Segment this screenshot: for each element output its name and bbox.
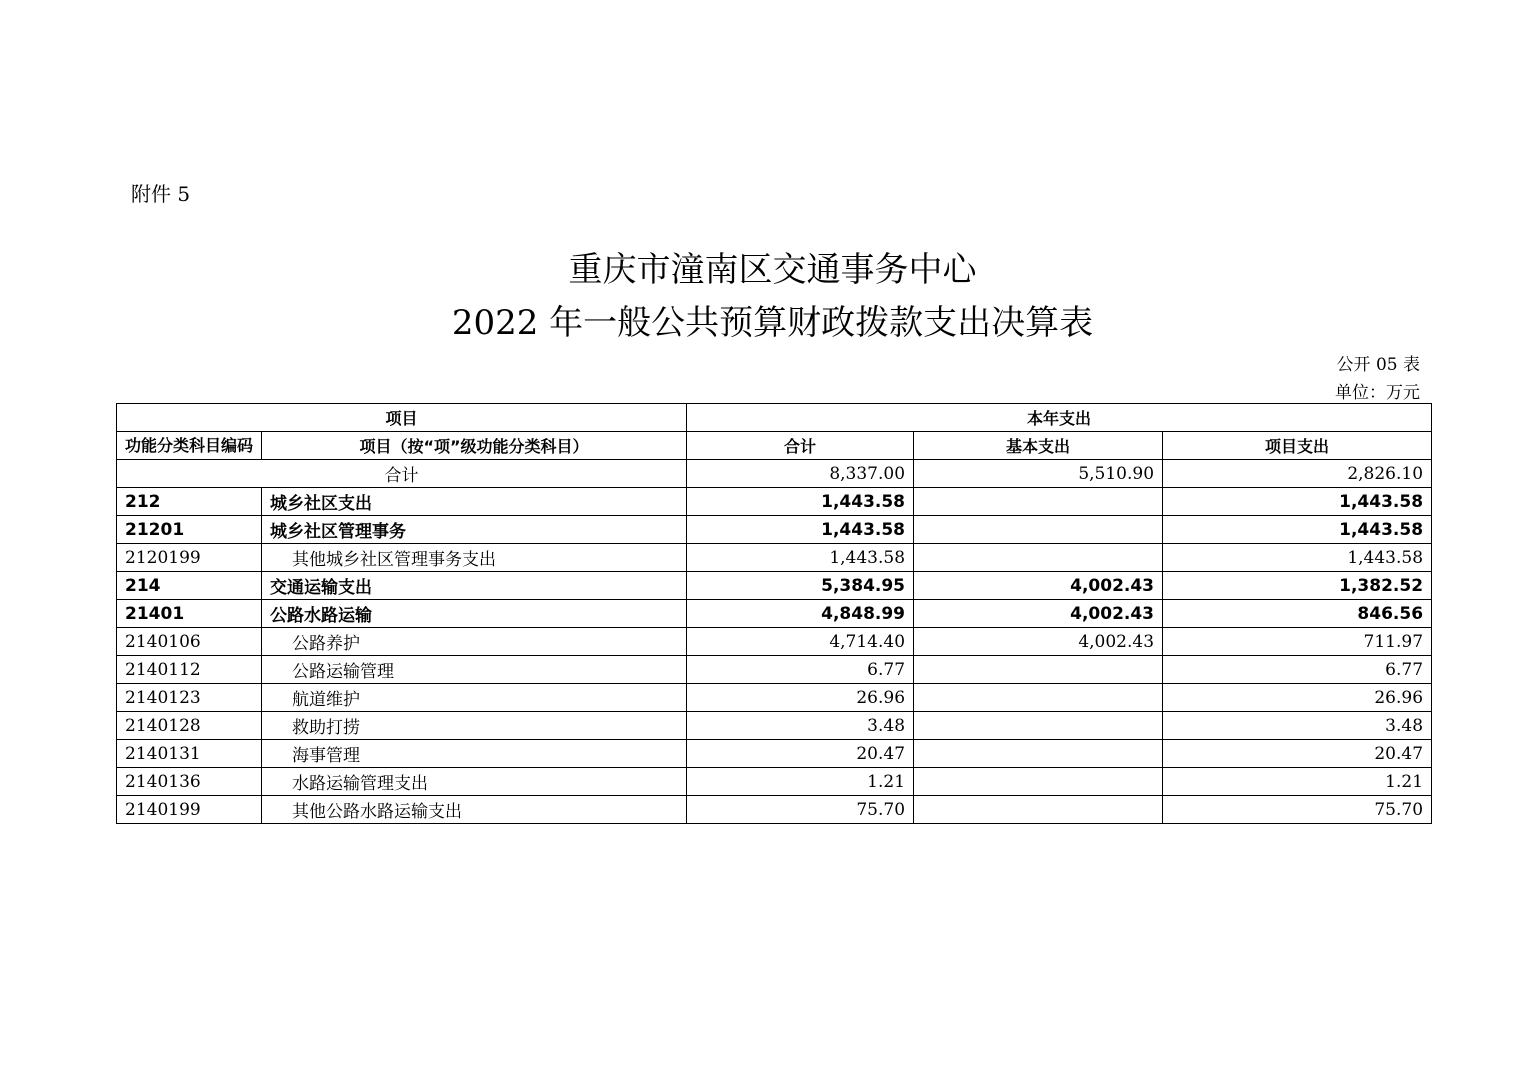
row-basic — [914, 656, 1163, 684]
row-name: 救助打捞 — [262, 712, 687, 740]
header-row-1 — [117, 404, 1432, 432]
row-code: 2140136 — [117, 768, 262, 796]
header-total: 合计 — [687, 432, 914, 460]
header-project-expense: 项目支出 — [1163, 432, 1432, 460]
row-basic: 4,002.43 — [914, 628, 1163, 656]
table-row — [117, 544, 1432, 572]
row-project: 20.47 — [1163, 740, 1432, 768]
row-name: 公路运输管理 — [262, 656, 687, 684]
row-total: 1,443.58 — [687, 544, 914, 572]
budget-table — [116, 403, 1432, 824]
row-project: 846.56 — [1163, 600, 1432, 628]
row-project: 1,443.58 — [1163, 488, 1432, 516]
row-project: 75.70 — [1163, 796, 1432, 824]
row-name: 其他城乡社区管理事务支出 — [262, 544, 687, 572]
row-total: 26.96 — [687, 684, 914, 712]
row-code: 2120199 — [117, 544, 262, 572]
table-row — [117, 628, 1432, 656]
total-basic: 5,510.90 — [914, 460, 1163, 488]
row-project: 1,382.52 — [1163, 572, 1432, 600]
row-code: 2140199 — [117, 796, 262, 824]
row-code: 2140131 — [117, 740, 262, 768]
header-item: 项目（按“项”级功能分类科目） — [262, 432, 687, 460]
row-name: 城乡社区支出 — [262, 488, 687, 516]
row-name: 公路养护 — [262, 628, 687, 656]
attachment-label: 附件 5 — [131, 182, 191, 206]
row-total: 20.47 — [687, 740, 914, 768]
total-row — [117, 460, 1432, 488]
row-total: 5,384.95 — [687, 572, 914, 600]
table-row — [117, 600, 1432, 628]
row-code: 21401 — [117, 600, 262, 628]
table-row — [117, 572, 1432, 600]
table-code: 公开 05 表 — [1336, 355, 1420, 375]
row-name: 城乡社区管理事务 — [262, 516, 687, 544]
table-row — [117, 712, 1432, 740]
row-total: 1.21 — [687, 768, 914, 796]
page-subtitle: 2022 年一般公共预算财政拨款支出决算表 — [451, 303, 1094, 343]
table-row — [117, 516, 1432, 544]
row-total: 1,443.58 — [687, 488, 914, 516]
row-total: 3.48 — [687, 712, 914, 740]
header-row-2 — [117, 432, 1432, 460]
row-code: 2140112 — [117, 656, 262, 684]
row-total: 4,848.99 — [687, 600, 914, 628]
row-basic — [914, 768, 1163, 796]
table-row — [117, 768, 1432, 796]
row-code: 2140128 — [117, 712, 262, 740]
row-basic: 4,002.43 — [914, 572, 1163, 600]
row-code: 2140123 — [117, 684, 262, 712]
unit-label: 单位：万元 — [1335, 383, 1420, 403]
row-basic — [914, 544, 1163, 572]
row-project: 26.96 — [1163, 684, 1432, 712]
row-total: 4,714.40 — [687, 628, 914, 656]
row-total: 75.70 — [687, 796, 914, 824]
row-name: 公路水路运输 — [262, 600, 687, 628]
table-row — [117, 796, 1432, 824]
row-basic: 4,002.43 — [914, 600, 1163, 628]
row-code: 214 — [117, 572, 262, 600]
row-basic — [914, 516, 1163, 544]
row-project: 1,443.58 — [1163, 544, 1432, 572]
row-name: 其他公路水路运输支出 — [262, 796, 687, 824]
table-row — [117, 684, 1432, 712]
row-project: 1,443.58 — [1163, 516, 1432, 544]
row-project: 711.97 — [1163, 628, 1432, 656]
row-basic — [914, 712, 1163, 740]
row-code: 2140106 — [117, 628, 262, 656]
row-basic — [914, 796, 1163, 824]
header-code: 功能分类科目编码 — [117, 432, 262, 460]
row-name: 海事管理 — [262, 740, 687, 768]
row-project: 1.21 — [1163, 768, 1432, 796]
row-name: 航道维护 — [262, 684, 687, 712]
row-basic — [914, 488, 1163, 516]
row-basic — [914, 684, 1163, 712]
page-title: 重庆市潼南区交通事务中心 — [568, 250, 977, 290]
row-name: 交通运输支出 — [262, 572, 687, 600]
header-project: 项目 — [117, 404, 687, 432]
header-current-year: 本年支出 — [687, 404, 1432, 432]
table-row — [117, 656, 1432, 684]
table-row — [117, 488, 1432, 516]
header-basic: 基本支出 — [914, 432, 1163, 460]
row-total: 6.77 — [687, 656, 914, 684]
total-project: 2,826.10 — [1163, 460, 1432, 488]
row-name: 水路运输管理支出 — [262, 768, 687, 796]
total-total: 8,337.00 — [687, 460, 914, 488]
row-basic — [914, 740, 1163, 768]
row-code: 212 — [117, 488, 262, 516]
row-project: 6.77 — [1163, 656, 1432, 684]
row-code: 21201 — [117, 516, 262, 544]
total-label: 合计 — [117, 460, 687, 488]
table-row — [117, 740, 1432, 768]
row-total: 1,443.58 — [687, 516, 914, 544]
row-project: 3.48 — [1163, 712, 1432, 740]
